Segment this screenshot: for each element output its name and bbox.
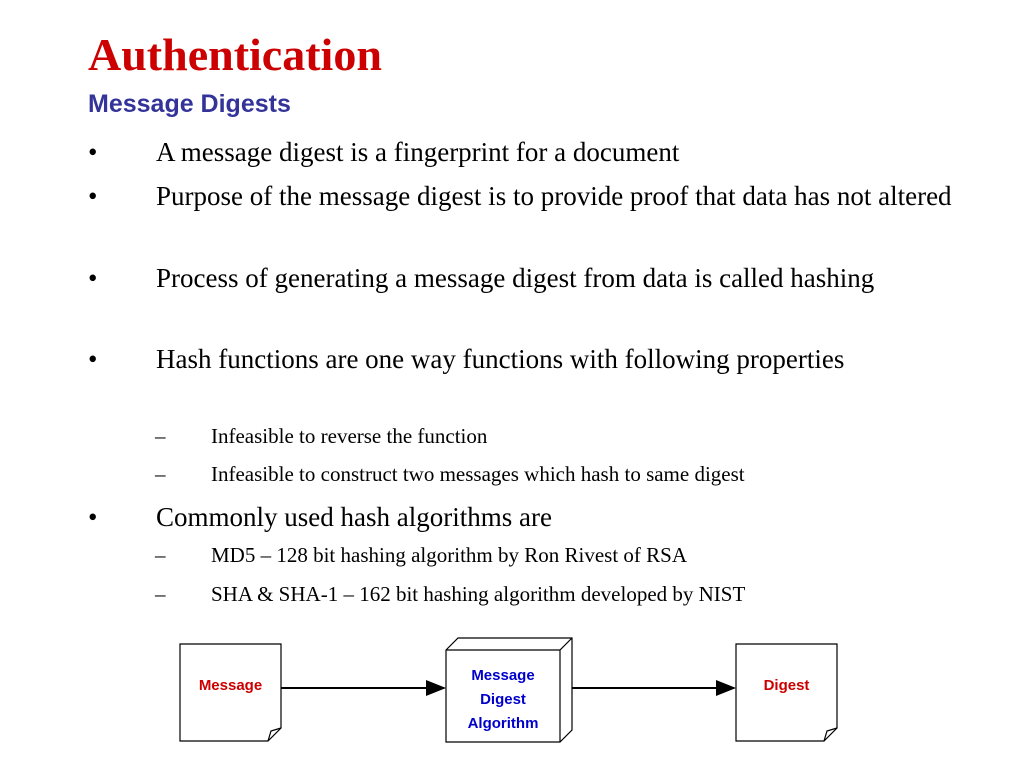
message-label: Message bbox=[198, 677, 263, 694]
bullet-marker: • bbox=[88, 502, 98, 532]
slide-subtitle: Message Digests bbox=[88, 90, 291, 118]
sub-bullet-marker: – bbox=[155, 424, 166, 448]
slide-title: Authentication bbox=[88, 29, 382, 80]
digest-label: Digest bbox=[763, 677, 810, 694]
bullet-text: A message digest is a fingerprint for a document bbox=[156, 137, 680, 167]
sub-bullet-marker: – bbox=[155, 462, 166, 486]
bullet-text: Process of generating a message digest from data is called hashing bbox=[156, 263, 875, 293]
digest-flow-diagram bbox=[170, 630, 870, 760]
algorithm-label-line: Digest bbox=[480, 691, 526, 708]
sub-bullet-text: SHA & SHA-1 – 162 bit hashing algorithm developed by NIST bbox=[211, 582, 746, 606]
algorithm-label bbox=[446, 664, 560, 736]
bullet-marker: • bbox=[88, 263, 98, 293]
sub-bullet-marker: – bbox=[155, 543, 166, 567]
bullet-text: Commonly used hash algorithms are bbox=[156, 502, 552, 532]
sub-bullet-marker: – bbox=[155, 582, 166, 606]
algorithm-label-line: Message bbox=[471, 667, 535, 684]
sub-bullet-text: MD5 – 128 bit hashing algorithm by Ron Rivest of RSA bbox=[211, 543, 688, 567]
bullet-text: Hash functions are one way functions with following properties bbox=[156, 344, 845, 374]
bullet-text: Purpose of the message digest is to provide proof that data has not altered bbox=[156, 181, 952, 211]
sub-bullet-text: Infeasible to reverse the function bbox=[211, 424, 488, 448]
bullet-marker: • bbox=[88, 181, 98, 211]
algorithm-label-line: Algorithm bbox=[467, 715, 539, 732]
sub-bullet-text: Infeasible to construct two messages which hash to same digest bbox=[211, 462, 745, 486]
bullet-marker: • bbox=[88, 344, 98, 374]
bullet-marker: • bbox=[88, 137, 98, 167]
